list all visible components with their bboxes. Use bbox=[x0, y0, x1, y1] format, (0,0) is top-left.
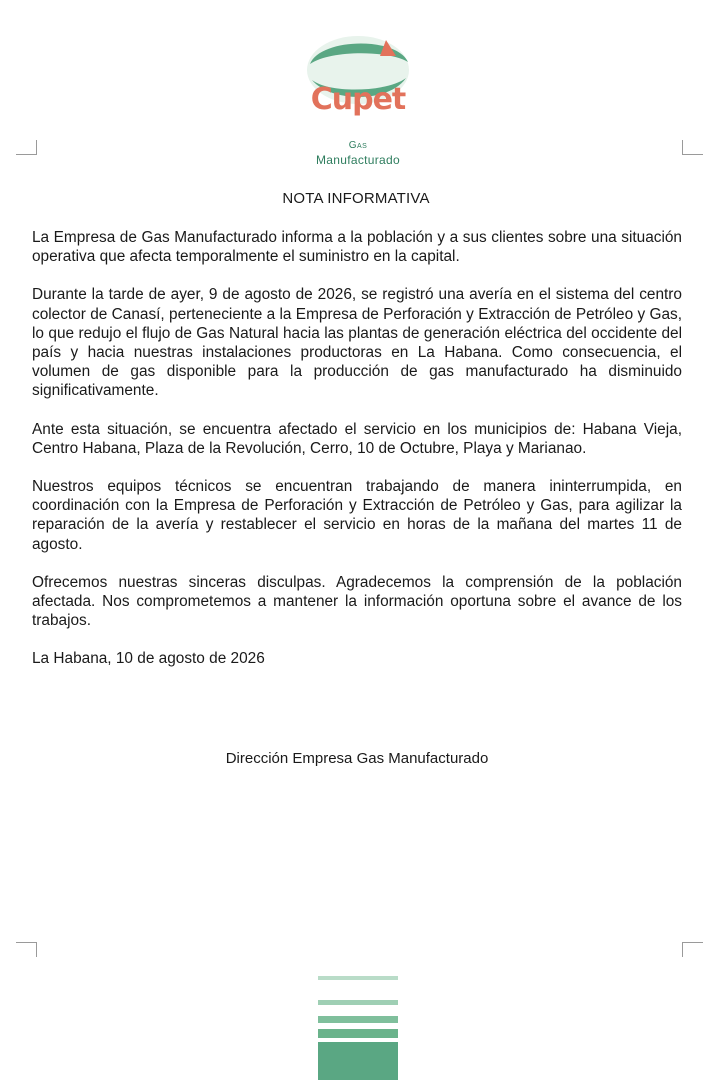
paragraph-incident: Durante la tarde de ayer, 9 de agosto de 2026, se registró una avería en el sistema del centro colector de Canasí, perteneciente a la Empresa de Perforación y Extracción de Petróleo y Gas, lo que redujo el flujo de Gas Natural hacia las plantas de generación eléctrica del occidente del país y hacia nuestras instalaciones productoras en La Habana. Como consecuencia, el volumen de gas disponible para la producción de gas manufacturado ha disminuido significativamente. bbox=[32, 286, 682, 400]
logo-subtitle-manufacturado: Manufacturado bbox=[316, 153, 400, 167]
footer-stripe bbox=[318, 976, 398, 980]
logo-brand-text: Cupet bbox=[310, 82, 406, 117]
paragraph-repair: Nuestros equipos técnicos se encuentran trabajando de manera ininterrumpida, en coordinación con la Empresa de Perforación y Extracción de Petróleo y Gas, para agilizar la reparación de la avería y restablecer el servicio en horas de la mañana del martes 11 de agosto. bbox=[32, 478, 682, 553]
corner-mark-top-left bbox=[16, 140, 37, 155]
footer-stripe bbox=[318, 1000, 398, 1005]
document-body bbox=[32, 228, 682, 688]
paragraph-affected-municipalities: Ante esta situación, se encuentra afectado el servicio en los municipios de: Habana Vieja, Centro Habana, Plaza de la Revolución, Cerro, 10 de Octubre, Playa y Marianao. bbox=[32, 420, 682, 457]
document-title: NOTA INFORMATIVA bbox=[282, 190, 430, 207]
corner-mark-bottom-left bbox=[16, 942, 37, 957]
signature: Dirección Empresa Gas Manufacturado bbox=[225, 750, 489, 767]
footer-stripe bbox=[318, 1042, 398, 1080]
paragraph-apology: Ofrecemos nuestras sinceras disculpas. Agradecemos la comprensión de la población afectada. Nos comprometemos a mantener la información oportuna sobre el avance de los trabajos. bbox=[32, 573, 682, 630]
date-line: La Habana, 10 de agosto de 2026 bbox=[32, 650, 265, 668]
corner-mark-top-right bbox=[682, 140, 703, 155]
footer-stripe bbox=[318, 1029, 398, 1038]
cupet-logo bbox=[300, 32, 416, 167]
paragraph-intro: La Empresa de Gas Manufacturado informa a la población y a sus clientes sobre una situación operativa que afecta temporalmente el suministro en la capital. bbox=[32, 229, 682, 266]
corner-mark-bottom-right bbox=[682, 942, 703, 957]
logo-subtitle-gas: Gas bbox=[348, 140, 368, 151]
footer-stripe bbox=[318, 1016, 398, 1023]
footer-stripes-decoration bbox=[318, 976, 398, 1080]
